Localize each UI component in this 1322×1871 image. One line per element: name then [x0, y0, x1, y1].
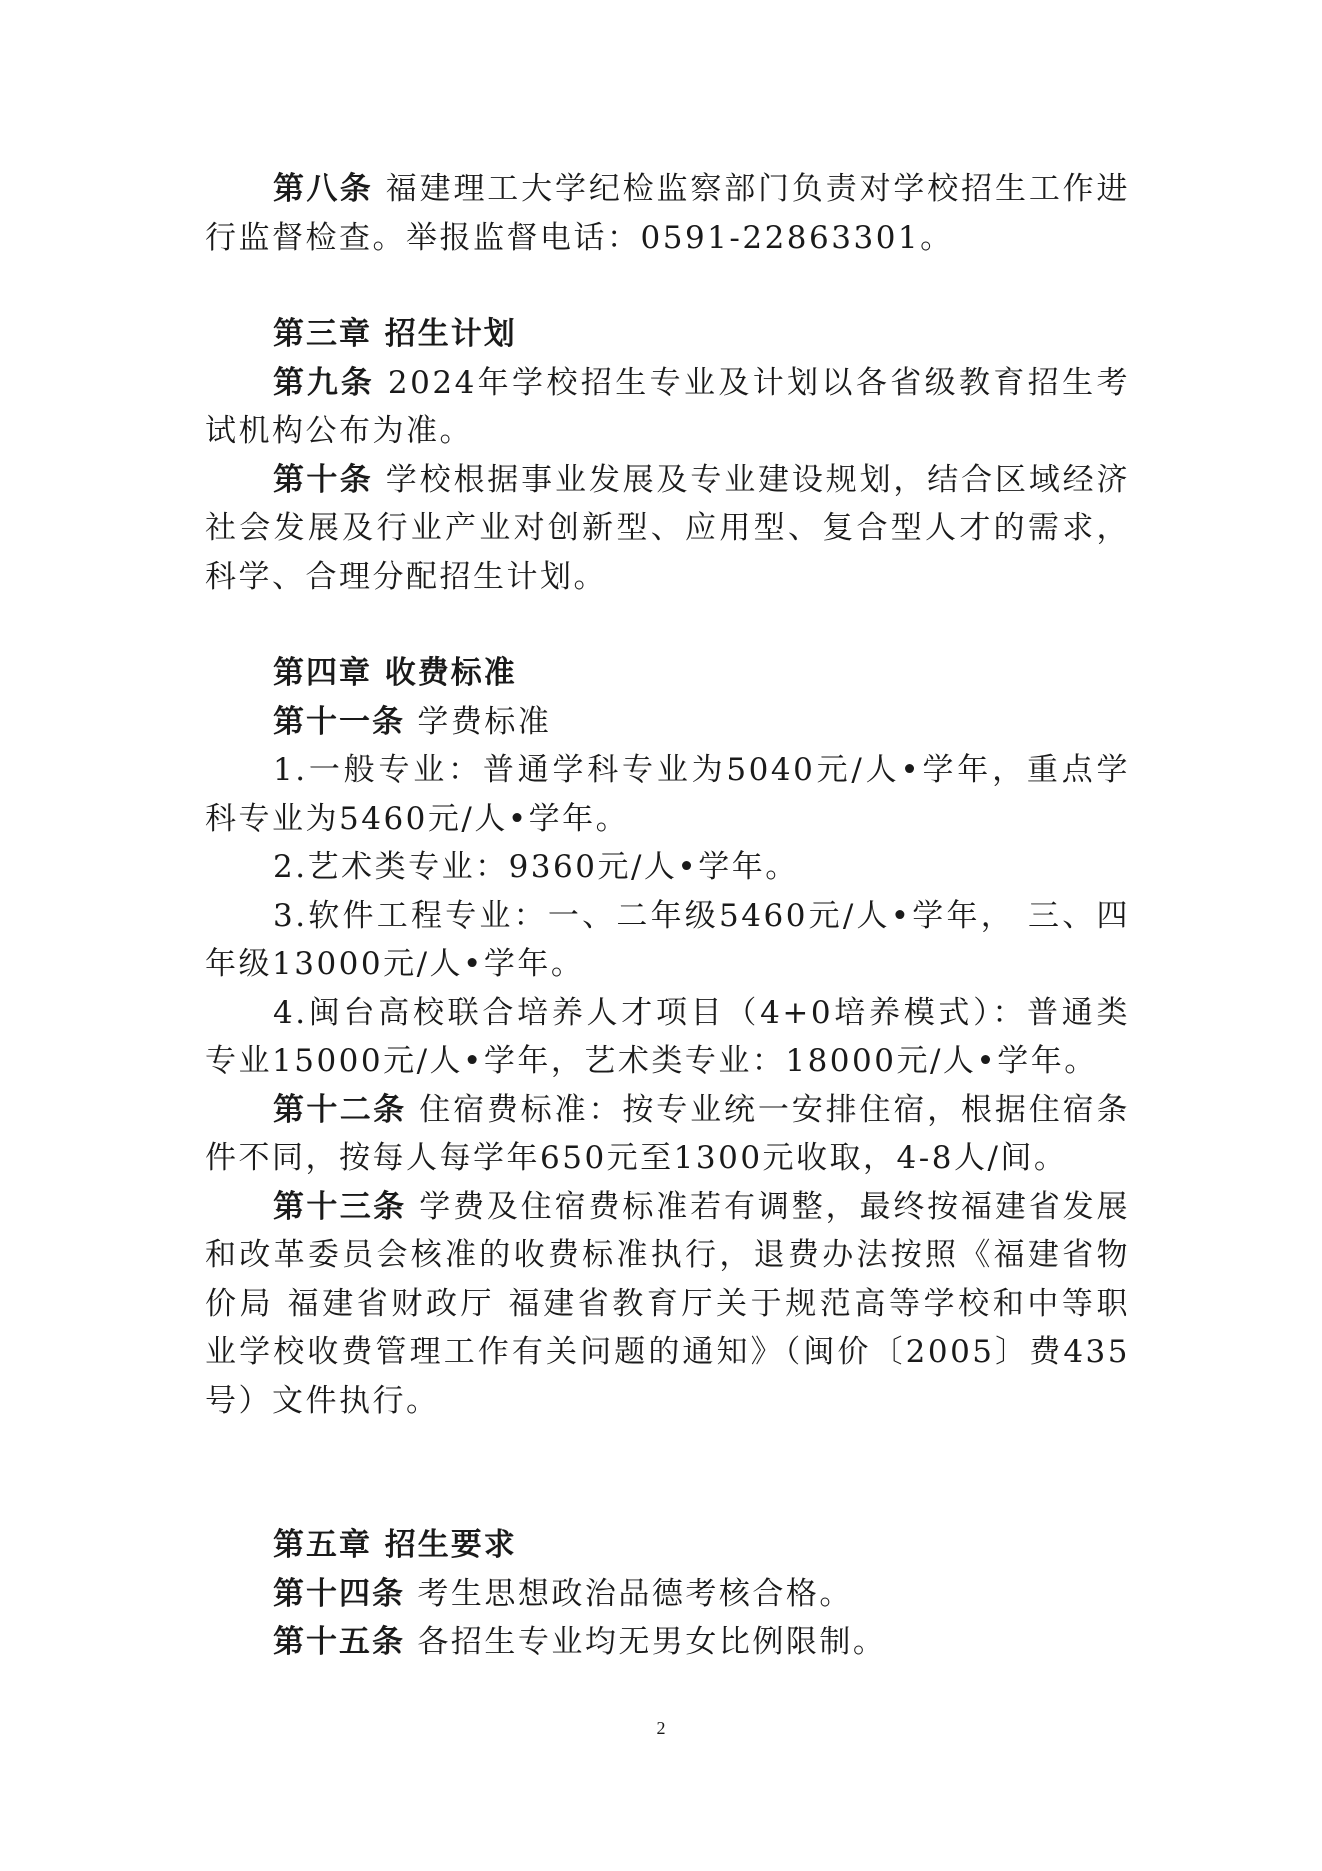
article-14-text: 考生思想政治品德考核合格。 [417, 1575, 853, 1612]
fee-item-1: 1.一般专业：普通学科专业为5040元/人•学年，重点学科专业为5460元/人•学年。 [205, 752, 1130, 837]
article-12 [205, 1086, 1130, 1183]
article-14 [205, 1570, 1130, 1619]
article-13-text: 学费及住宿费标准若有调整，最终按福建省发展和改革委员会核准的收费标准执行，退费办法按照《福建省物价局 福建省财政厅 福建省教育厅关于规范高等学校和中等职业学校收费管理工作有关问题的通知》（闽价〔2005〕费435号）文件执行。 [205, 1188, 1131, 1419]
article-9 [205, 359, 1130, 456]
article-11-label: 第十一条 [273, 703, 405, 740]
article-11-text: 学费标准 [417, 703, 552, 740]
article-9-text: 2024年学校招生专业及计划以各省级教育招生考试机构公布为准。 [205, 364, 1131, 449]
article-10 [205, 456, 1130, 602]
document-body [205, 165, 1130, 1667]
article-10-text: 学校根据事业发展及专业建设规划，结合区域经济社会发展及行业产业对创新型、应用型、复合型人才的需求，科学、合理分配招生计划。 [205, 461, 1131, 595]
article-13 [205, 1183, 1130, 1426]
article-10-label: 第十条 [273, 461, 374, 498]
article-15 [205, 1618, 1130, 1667]
article-15-label: 第十五条 [273, 1624, 405, 1660]
chapter-3-title: 第三章 招生计划 [273, 316, 517, 352]
article-12-text: 住宿费标准：按专业统一安排住宿，根据住宿条件不同，按每人每学年650元至1300元收取，4-8人/间。 [205, 1091, 1131, 1176]
chapter-5-title: 第五章 招生要求 [273, 1527, 517, 1563]
page-number: 2 [656, 1718, 666, 1738]
article-15-text: 各招生专业均无男女比例限制。 [417, 1624, 887, 1660]
article-11 [205, 698, 1130, 747]
article-13-label: 第十三条 [273, 1188, 407, 1225]
article-9-label: 第九条 [273, 364, 375, 401]
chapter-4-title: 第四章 收费标准 [273, 655, 517, 691]
article-14-label: 第十四条 [273, 1575, 405, 1612]
article-12-label: 第十二条 [273, 1091, 407, 1128]
fee-item-2: 2.艺术类专业：9360元/人•学年。 [273, 849, 799, 885]
fee-item-3: 3.软件工程专业：一、二年级5460元/人•学年， 三、四年级13000元/人•学年。 [205, 897, 1130, 982]
article-8-text: 福建理工大学纪检监察部门负责对学校招生工作进行监督检查。举报监督电话：0591-22863301。 [205, 171, 1131, 256]
fee-item-4: 4.闽台高校联合培养人才项目（4+0培养模式）：普通类专业15000元/人•学年，艺术类专业：18000元/人•学年。 [205, 994, 1130, 1079]
article-8 [205, 165, 1130, 262]
article-8-label: 第八条 [273, 171, 374, 207]
